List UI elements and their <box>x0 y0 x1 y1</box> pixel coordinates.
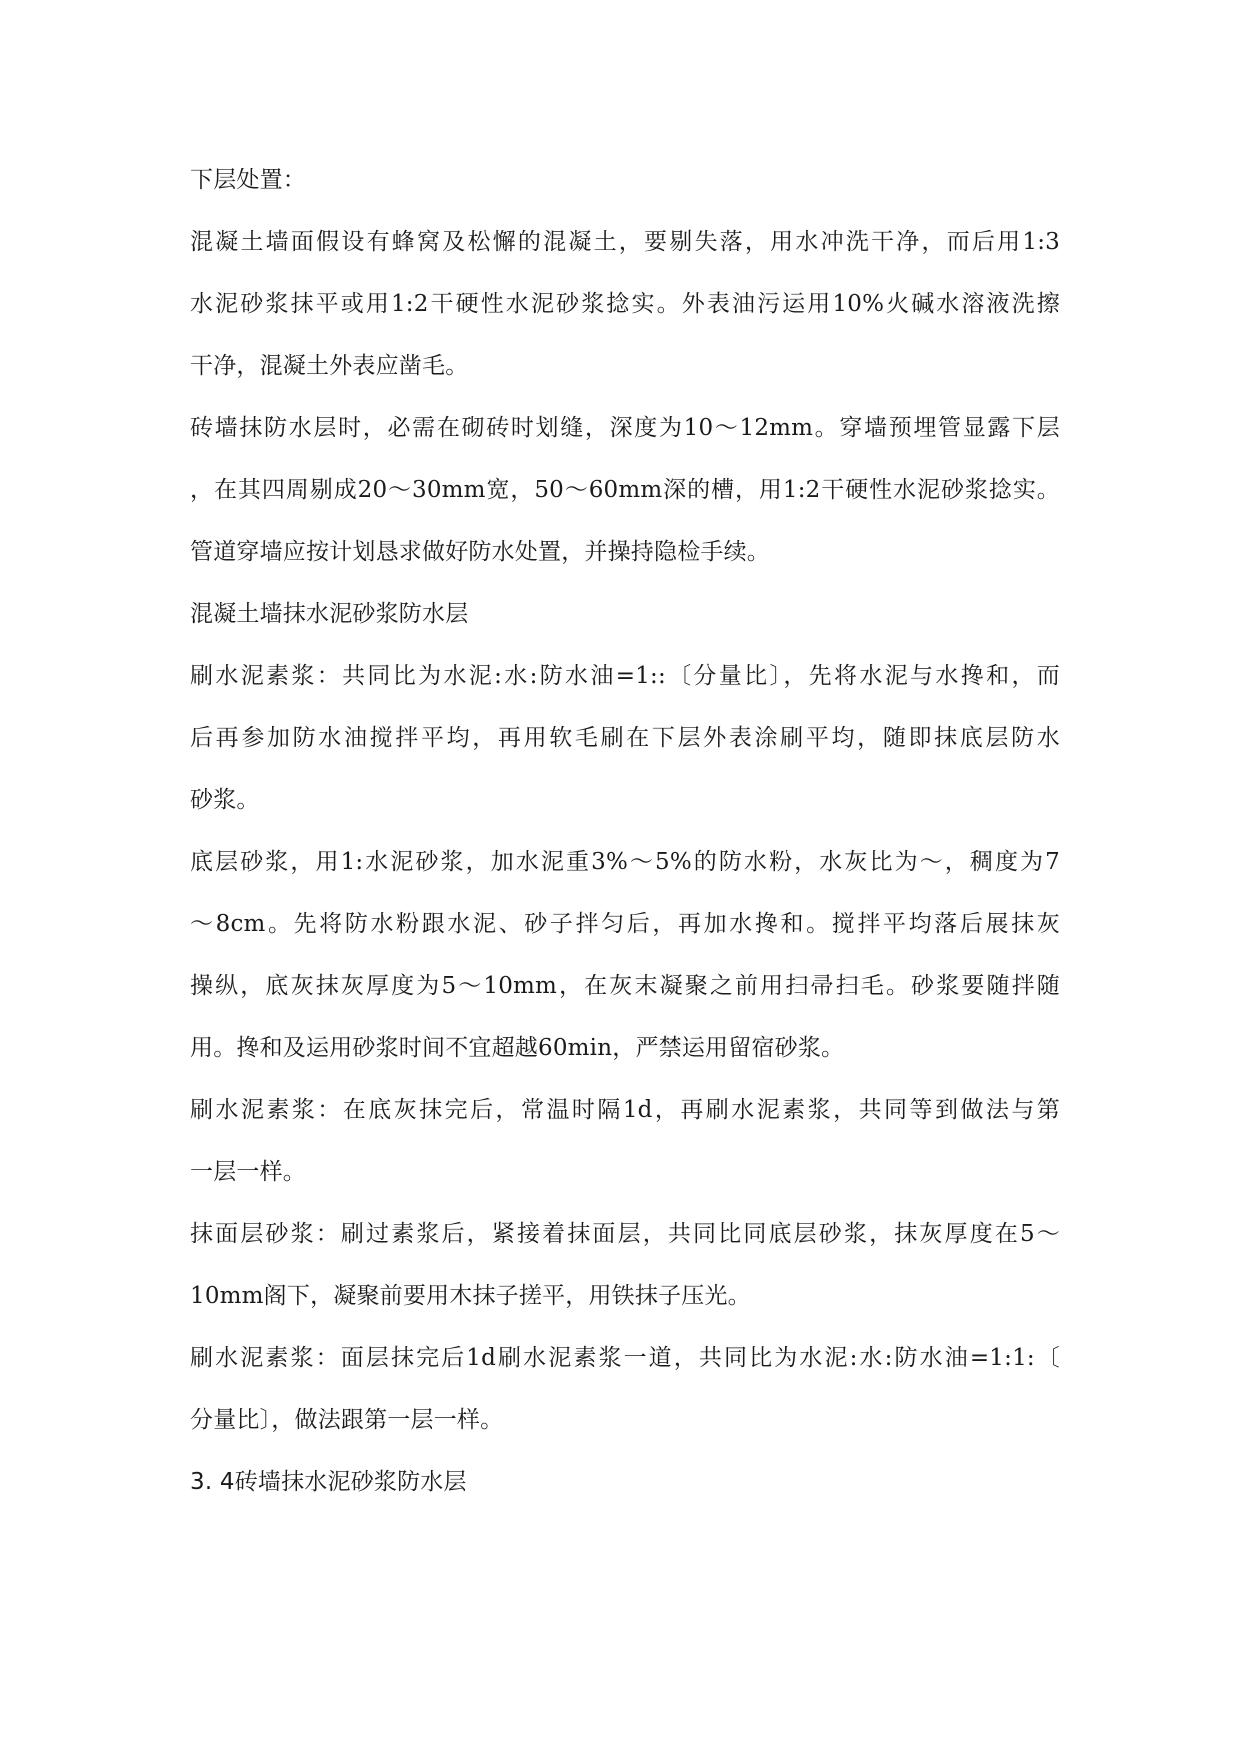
paragraph-line: 一层一样。 <box>190 1159 306 1185</box>
paragraph-line: 刷水泥素浆：在底灰抹完后，常温时隔1d，再刷水泥素浆，共同等到做法与第 <box>190 1097 1060 1123</box>
paragraph-line: 操纵，底灰抹灰厚度为5～10mm，在灰末凝聚之前用扫帚扫毛。砂浆要随拌随 <box>190 973 1060 999</box>
paragraph-line: 水泥砂浆抹平或用1:2干硬性水泥砂浆捻实。外表油污运用10%火碱水溶液洗擦 <box>190 291 1060 317</box>
paragraph-line: 分量比〕，做法跟第一层一样。 <box>190 1407 504 1433</box>
paragraph-line: 用。搀和及运用砂浆时间不宜超越60min，严禁运用留宿砂浆。 <box>190 1035 845 1061</box>
paragraph-line: ，在其四周剔成20～30mm宽，50～60mm深的槽，用1:2干硬性水泥砂浆捻实。 <box>190 477 1060 503</box>
paragraph-line: 10mm阁下，凝聚前要用木抹子搓平，用铁抹子压光。 <box>190 1283 751 1309</box>
paragraph-line: 后再参加防水油搅拌平均，再用软毛刷在下层外表涂刷平均，随即抹底层防水 <box>190 725 1060 751</box>
paragraph-line: 底层砂浆，用1:水泥砂浆，加水泥重3%～5%的防水粉，水灰比为～，稠度为7 <box>190 849 1060 875</box>
paragraph-line: ～8cm。先将防水粉跟水泥、砂子拌匀后，再加水搀和。搅拌平均落后展抹灰 <box>190 911 1060 937</box>
paragraph-line: 刷水泥素浆：共同比为水泥:水:防水油=1::〔分量比〕，先将水泥与水搀和，而 <box>190 663 1060 689</box>
paragraph-line: 砖墙抹防水层时，必需在砌砖时划缝，深度为10～12mm。穿墙预埋管显露下层 <box>190 415 1060 441</box>
section-heading: 3. 4砖墙抹水泥砂浆防水层 <box>190 1469 467 1495</box>
paragraph-line: 下层处置： <box>190 167 306 193</box>
paragraph-line: 干净，混凝土外表应凿毛。 <box>190 353 469 379</box>
paragraph-line: 混凝土墙面假设有蜂窝及松懈的混凝土，要剔失落，用水冲洗干净，而后用1:3 <box>190 229 1060 255</box>
paragraph-line: 管道穿墙应按计划恳求做好防水处置，并操持隐检手续。 <box>190 539 770 565</box>
paragraph-line: 抹面层砂浆：刷过素浆后，紧接着抹面层，共同比同底层砂浆，抹灰厚度在5～ <box>190 1221 1060 1247</box>
paragraph-line: 砂浆。 <box>190 787 260 813</box>
section-heading: 混凝土墙抹水泥砂浆防水层 <box>190 601 469 627</box>
paragraph-line: 刷水泥素浆：面层抹完后1d刷水泥素浆一道，共同比为水泥:水:防水油=1:1:〔 <box>190 1345 1060 1371</box>
